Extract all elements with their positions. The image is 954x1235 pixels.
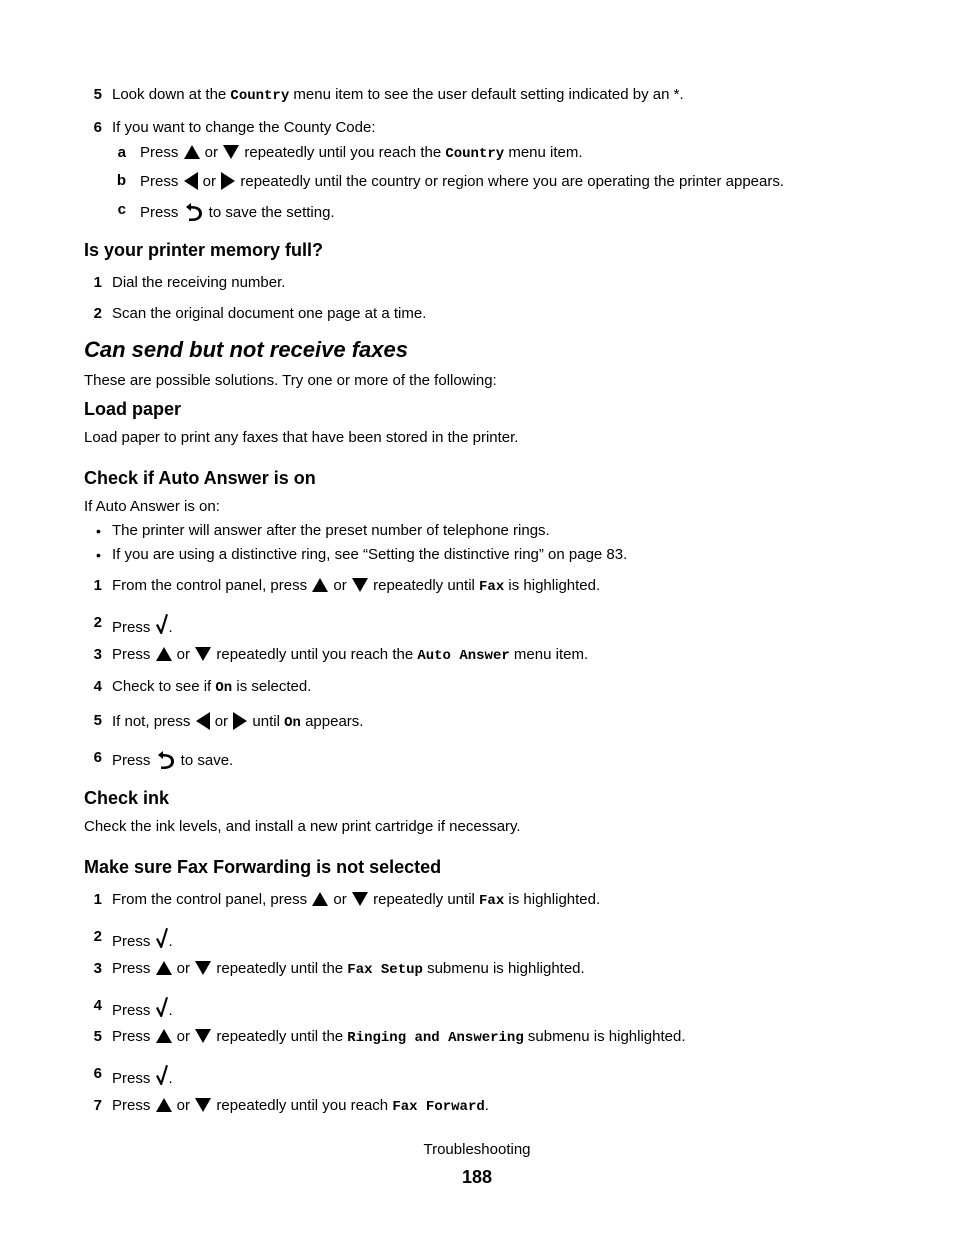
load-paper-heading: Load paper [84,399,182,419]
step-number: 2 [93,614,102,631]
step-text: Press [140,173,183,190]
step-text: is highlighted. [504,577,601,594]
down-arrow-icon [195,1029,211,1043]
step-text: If not, press [112,713,195,730]
step-text: until [248,713,285,730]
step-text: or [172,1097,195,1114]
up-arrow-icon [156,647,172,661]
step-number: 1 [93,577,102,594]
checkmark-icon [156,928,168,948]
step-number: 3 [93,646,102,663]
step-number: 5 [93,86,102,103]
step-text: Press [112,646,155,663]
step-text: Check to see if [112,678,216,695]
step-text: is selected. [232,678,312,695]
section-title: Can send but not receive faxes [84,337,408,362]
step-text: Look down at the [112,86,231,103]
menu-code: Auto Answer [417,648,510,664]
step-text: or [172,960,195,977]
step-text: repeatedly until you reach the [240,144,446,161]
footer-section-name: Troubleshooting [423,1141,531,1158]
step-text: repeatedly until the country or region where you are operating the printer appears. [236,173,785,190]
step-number: 5 [93,712,102,729]
down-arrow-icon [195,647,211,661]
step-text: Press [112,752,155,769]
step-text: repeatedly until [368,577,480,594]
step-number: 2 [93,928,102,945]
menu-code: On [215,680,233,696]
step-number: 4 [93,997,102,1014]
section-intro: These are possible solutions. Try one or more of the following: [84,372,497,389]
step-text: . [168,1002,173,1019]
step-text: Press [112,960,155,977]
step-text: or [198,173,221,190]
step-text: repeatedly until you reach the [212,646,418,663]
step-text: or [172,646,195,663]
checkmark-icon [156,614,168,634]
up-arrow-icon [156,1029,172,1043]
bullet-text: If you are using a distinctive ring, see “Setting the distinctive ring” on page 83. [112,546,628,563]
down-arrow-icon [195,961,211,975]
right-arrow-icon [233,712,247,730]
step-text: or [329,891,351,908]
memory-heading: Is your printer memory full? [84,240,324,260]
check-ink-heading: Check ink [84,788,170,808]
menu-code: Country [230,88,290,104]
step-text: . [168,1070,173,1087]
step-text: appears. [300,713,364,730]
step-text: If you want to change the County Code: [112,119,376,136]
step-text: repeatedly until the [212,960,348,977]
step-text: repeatedly until [368,891,480,908]
checkmark-icon [156,997,168,1017]
down-arrow-icon [223,145,239,159]
step-text: repeatedly until the [212,1028,348,1045]
substep-letter: c [117,201,126,218]
step-number: 6 [93,119,102,136]
up-arrow-icon [156,1098,172,1112]
step-text: repeatedly until you reach [212,1097,393,1114]
step-text: Press [140,144,183,161]
step-text: menu item. [509,646,589,663]
bullet-icon: • [96,523,101,539]
down-arrow-icon [352,892,368,906]
substep-letter: a [117,144,126,161]
step-text: Dial the receiving number. [112,274,286,291]
step-number: 5 [93,1028,102,1045]
menu-code: Ringing and Answering [347,1030,524,1046]
step-text: or [200,144,223,161]
menu-code: Fax [479,579,505,595]
fax-forward-heading: Make sure Fax Forwarding is not selected [84,857,442,877]
step-text: From the control panel, press [112,891,312,908]
step-text: . [484,1097,489,1114]
bullet-text: The printer will answer after the preset number of telephone rings. [112,522,550,539]
back-icon [184,201,204,221]
bullet-icon: • [96,547,101,563]
step-text: or [210,713,233,730]
step-text: or [329,577,351,594]
step-text: Press [112,1070,155,1087]
step-text: is highlighted. [504,891,601,908]
step-text: Press [112,1002,155,1019]
auto-answer-heading: Check if Auto Answer is on [84,468,316,488]
back-icon [156,749,176,769]
check-ink-text: Check the ink levels, and install a new print cartridge if necessary. [84,818,521,835]
page-number: 188 [461,1167,493,1187]
menu-code: Fax Setup [347,962,423,978]
step-text: . [168,933,173,950]
up-arrow-icon [312,892,328,906]
up-arrow-icon [184,145,200,159]
checkmark-icon [156,1065,168,1085]
step-number: 7 [93,1097,102,1114]
step-number: 4 [93,678,102,695]
down-arrow-icon [352,578,368,592]
step-text: submenu is highlighted. [422,960,585,977]
step-text: . [168,619,173,636]
load-paper-text: Load paper to print any faxes that have been stored in the printer. [84,429,519,446]
down-arrow-icon [195,1098,211,1112]
menu-code: Country [445,146,505,162]
step-text: Press [112,619,155,636]
step-text: to save the setting. [204,204,335,221]
substep-letter: b [116,172,126,189]
step-text: menu item to see the user default setting indicated by an *. [289,86,684,103]
menu-code: Fax [479,893,505,909]
left-arrow-icon [184,172,198,190]
left-arrow-icon [196,712,210,730]
step-text: submenu is highlighted. [523,1028,686,1045]
step-text: menu item. [504,144,583,161]
auto-answer-intro: If Auto Answer is on: [84,498,220,515]
step-number: 1 [93,274,102,291]
step-number: 6 [93,1065,102,1082]
step-text: Press [112,1028,155,1045]
step-text: Press [140,204,183,221]
step-number: 1 [93,891,102,908]
step-text: to save. [176,752,234,769]
step-text: Press [112,1097,155,1114]
step-number: 3 [93,960,102,977]
menu-code: On [284,715,301,731]
step-number: 6 [93,749,102,766]
right-arrow-icon [221,172,235,190]
step-number: 2 [93,305,102,322]
menu-code: Fax Forward [392,1099,485,1115]
up-arrow-icon [312,578,328,592]
up-arrow-icon [156,961,172,975]
step-text: Scan the original document one page at a time. [112,305,427,322]
step-text: or [172,1028,195,1045]
step-text: Press [112,933,155,950]
step-text: From the control panel, press [112,577,312,594]
